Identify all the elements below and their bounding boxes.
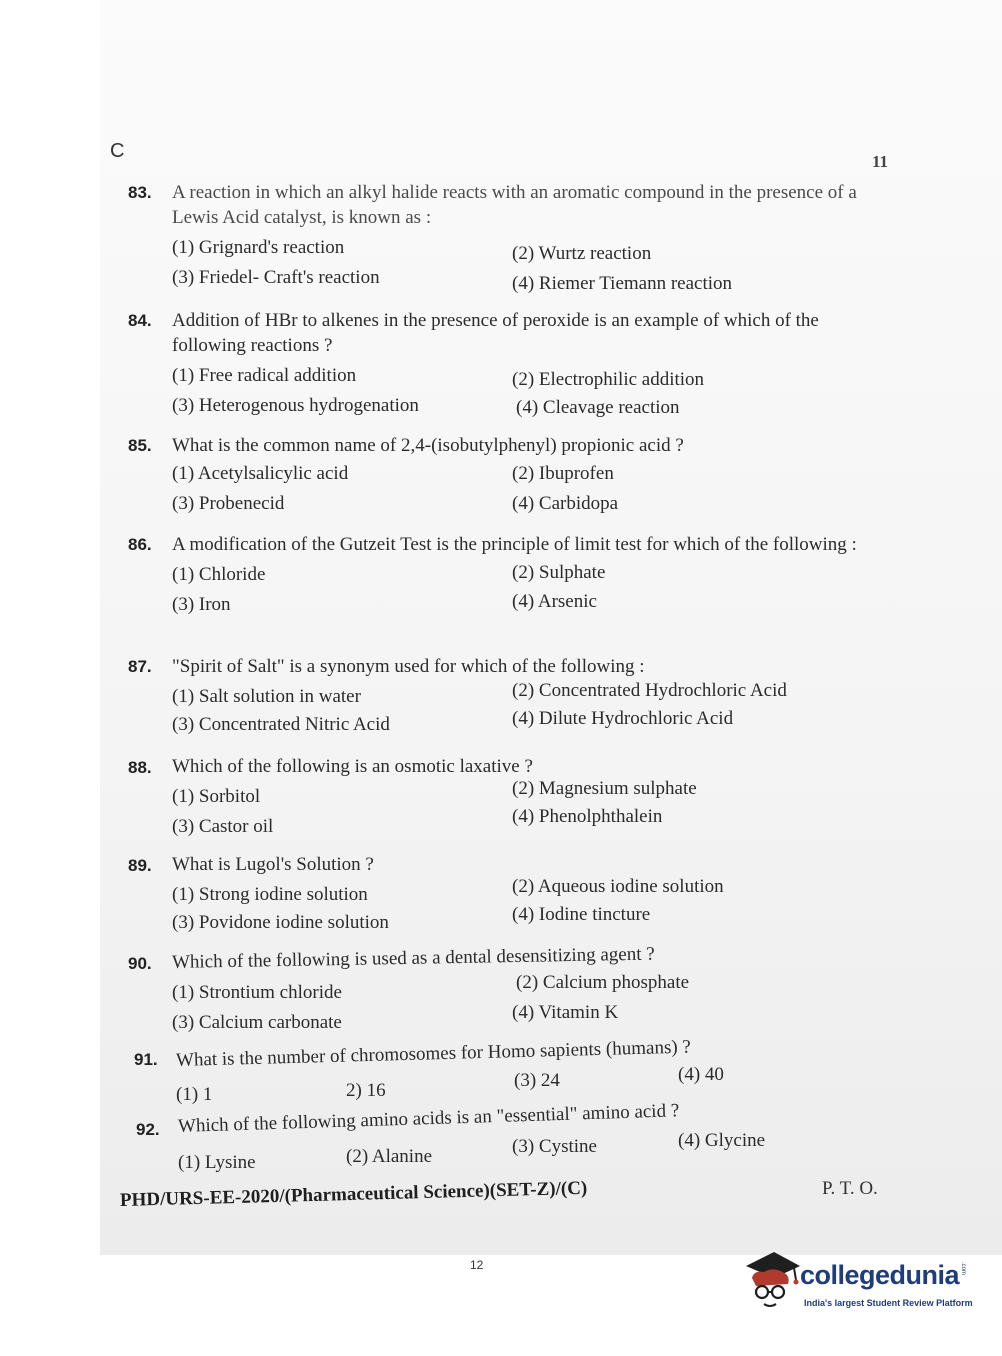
option-3: (3) Probenecid [172, 493, 285, 514]
logo-tagline: India's largest Student Review Platform [804, 1298, 973, 1308]
option-4: (4) Phenolphthalein [512, 806, 663, 827]
question-83 [128, 180, 888, 294]
option-4: (4) Vitamin K [512, 1002, 619, 1023]
option-2: (2) Magnesium sulphate [512, 778, 697, 799]
question-number: 88. [128, 758, 152, 777]
option-1: (1) Grignard's reaction [172, 237, 345, 258]
mascot-icon [742, 1248, 802, 1314]
question-88 [128, 754, 888, 837]
option-4: (4) Arsenic [512, 591, 597, 612]
option-4: (4) 40 [678, 1064, 724, 1085]
option-1: (1) Free radical addition [172, 365, 357, 386]
option-1: (1) Lysine [178, 1152, 256, 1173]
option-3: (3) Cystine [512, 1136, 597, 1157]
question-text: "Spirit of Salt" is a synonym used for which of the following : [172, 656, 645, 677]
option-1: (1) Chloride [172, 564, 266, 585]
question-86 [128, 532, 888, 615]
option-4: (4) Dilute Hydrochloric Acid [512, 708, 734, 729]
question-number: 83. [128, 183, 152, 202]
option-3: (3) Castor oil [172, 816, 274, 837]
question-number: 91. [134, 1050, 158, 1069]
collegedunia-logo [742, 1248, 972, 1314]
question-text: What is the number of chromosomes for Homo sapients (humans) ? [175, 1036, 692, 1071]
option-3: (3) Iron [172, 594, 231, 615]
question-87 [128, 654, 888, 735]
page-number-top: 11 [872, 152, 889, 171]
question-85 [128, 433, 888, 514]
option-1: (1) Salt solution in water [172, 686, 361, 707]
question-text: Addition of HBr to alkenes in the presence of peroxide is an example of which of the following reactions ? [172, 310, 819, 356]
option-3: (3) Heterogenous hydrogenation [172, 395, 419, 416]
option-4: (4) Carbidopa [512, 493, 619, 514]
option-3: (3) Calcium carbonate [172, 1012, 342, 1033]
question-text: Which of the following amino acids is an "essential" amino acid ? [177, 1100, 680, 1137]
logo-domain: .com [960, 1262, 966, 1276]
option-2: (2) Wurtz reaction [512, 243, 652, 264]
question-number: 90. [128, 954, 152, 973]
document-page-number: 12 [470, 1258, 484, 1272]
option-3: (3) Povidone iodine solution [172, 912, 389, 933]
option-2: (2) Electrophilic addition [512, 369, 705, 390]
set-letter: C [110, 140, 125, 162]
option-1: (1) Strong iodine solution [172, 884, 368, 905]
option-2: (2) Aqueous iodine solution [512, 876, 724, 897]
question-number: 87. [128, 657, 152, 676]
option-2: (2) Ibuprofen [512, 463, 614, 484]
question-text: A modification of the Gutzeit Test is the principle of limit test for which of the following : [172, 534, 857, 555]
question-number: 84. [128, 311, 152, 330]
question-text: Which of the following is an osmotic laxative ? [172, 756, 533, 777]
question-number: 86. [128, 535, 152, 554]
option-3: (3) Concentrated Nitric Acid [172, 714, 390, 735]
question-84 [128, 308, 888, 418]
question-89 [128, 852, 888, 933]
option-3: (3) 24 [514, 1070, 560, 1091]
option-1: (1) Acetylsalicylic acid [172, 463, 349, 484]
exam-code: PHD/URS-EE-2020/(Pharmaceutical Science)(SET-Z)/(C) [119, 1177, 588, 1211]
option-4: (4) Iodine tincture [512, 904, 651, 925]
option-1: (1) 1 [176, 1084, 213, 1105]
question-text: What is the common name of 2,4-(isobutylphenyl) propionic acid ? [172, 435, 684, 456]
option-2: (2) Sulphate [512, 562, 606, 583]
option-4: (4) Glycine [678, 1130, 766, 1151]
option-1: (1) Sorbitol [172, 786, 261, 807]
option-2: (2) Concentrated Hydrochloric Acid [512, 680, 787, 701]
pto-label: P. T. O. [822, 1178, 878, 1199]
question-text: A reaction in which an alkyl halide reacts with an aromatic compound in the presence of a Lewis Acid catalyst, is known as : [172, 182, 857, 228]
question-text: Which of the following is used as a dental desensitizing agent ? [171, 943, 655, 973]
option-1: (1) Strontium chloride [172, 982, 342, 1003]
option-4: (4) Riemer Tiemann reaction [512, 273, 733, 294]
question-number: 92. [136, 1120, 160, 1139]
option-4: (4) Cleavage reaction [516, 397, 680, 418]
question-90 [128, 943, 888, 1033]
question-number: 85. [128, 436, 152, 455]
question-text: What is Lugol's Solution ? [172, 854, 374, 875]
question-92 [128, 1100, 888, 1173]
option-2: (2) Alanine [346, 1146, 433, 1167]
option-2: 2) 16 [346, 1080, 386, 1101]
logo-wordmark: collegedunia [800, 1260, 960, 1290]
question-number: 89. [128, 856, 152, 875]
option-3: (3) Friedel- Craft's reaction [172, 267, 380, 288]
question-91 [128, 1036, 888, 1105]
option-2: (2) Calcium phosphate [516, 972, 690, 993]
